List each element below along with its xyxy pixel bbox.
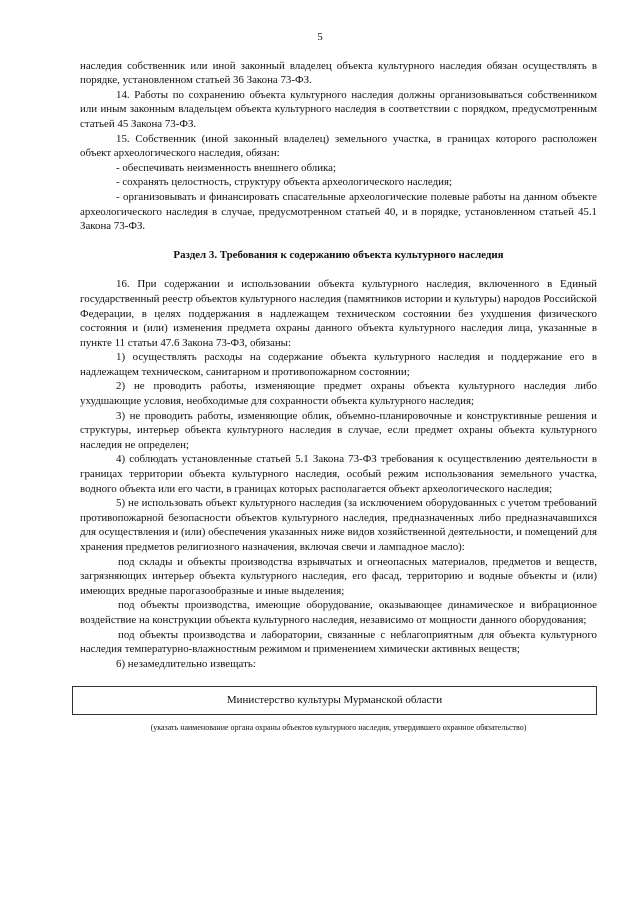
page-number: 5: [317, 31, 323, 43]
list-item: 6) незамедлительно извещать:: [116, 657, 256, 670]
list-item: - сохранять целостность, структуру объекта археологического наследия;: [116, 176, 453, 189]
section-heading: Раздел 3. Требования к содержанию объекта культурного наследия: [173, 248, 504, 261]
paragraphs-after: [80, 277, 597, 671]
list-item: 3) не проводить работы, изменяющие облик, объемно-планировочные и конструктивные решения и структуры, интерьер объекта культурного наследия в случае, если предмет охраны объекта культурного наследия не определен;: [80, 409, 597, 451]
paragraphs-before: [80, 59, 597, 234]
list-item: 5) не использовать объект культурного наследия (за исключением оборудованных с учетом требований противопожарной безопасности объектов культурного наследия, предназначенных либо предназначавшихся для осуществления и (или) обеспечения указанных ниже видов хозяйственной деятельности, и помещений для хранения предметов религиозного назначения, включая свечи и лампадное масло):: [80, 497, 597, 553]
authority-caption: (указать наименование органа охраны объектов культурного наследия, утвердившего охранное обязательство): [150, 723, 527, 733]
paragraph: 15. Собственник (иной законный владелец) земельного участка, в границах которого расположен объект археологического наследия, обязан:: [80, 132, 597, 160]
paragraph: наследия собственник или иной законный владелец объекта культурного наследия обязан осуществлять в порядке, установленном статьей 36 Закона 73-ФЗ.: [80, 59, 597, 87]
list-item: 2) не проводить работы, изменяющие предмет охраны объекта культурного наследия либо ухудшающие условия, необходимые для сохранности объекта культурного наследия;: [80, 380, 597, 408]
paragraph: 14. Работы по сохранению объекта культурного наследия должны организовываться собственником или иным законным владельцем объекта культурного наследия в соответствии с порядком, предусмотренным статьей 45 Закона 73-ФЗ.: [80, 88, 597, 130]
sub-item: под объекты производства, имеющие оборудование, оказывающее динамическое и вибрационное воздействие на конструкции объекта культурного наследия, независимо от мощности данного оборудования;: [80, 599, 597, 626]
list-item: 4) соблюдать установленные статьей 5.1 Закона 73-ФЗ требования к осуществлению деятельности в границах территории объекта культурного наследия, особый режим использования земельного участка, водного объекта или его части, в границах которых располагается объект археологического наследия;: [80, 453, 597, 495]
authority-name-box: Министерство культуры Мурманской области: [72, 686, 597, 715]
list-item: 1) осуществлять расходы на содержание объекта культурного наследия и поддержание его в надлежащем техническом, санитарном и противопожарном состоянии;: [80, 351, 597, 378]
sub-item: под объекты производства и лаборатории, связанные с неблагоприятным для объекта культурного наследия температурно-влажностным режимом и применением химически активных веществ;: [80, 628, 597, 656]
paragraph: 16. При содержании и использовании объекта культурного наследия, включенного в Единый государственный реестр объектов культурного наследия (памятников истории и культуры) народов Российской Федерации, в целях поддержания в надлежащем техническом состоянии без ухудшения физического состояния и (или) изменения предмета охраны данного объекта культурного наследия лица, указанные в пункте 11 статьи 47.6 Закона 73-ФЗ, обязаны:: [80, 278, 597, 349]
sub-item: под склады и объекты производства взрывчатых и огнеопасных материалов, предметов и веществ, загрязняющих интерьер объекта культурного наследия, его фасад, территорию и водные объекты и (или) имеющих вредные парогазообразные и иные выделения;: [80, 555, 597, 597]
list-item: - организовывать и финансировать спасательные археологические полевые работы на данном объекте археологического наследия в случае, предусмотренном статьей 40, и в порядке, установленном статьей 45.1 Закона 73-ФЗ.: [80, 190, 597, 233]
list-item: - обеспечивать неизменность внешнего облика;: [116, 161, 337, 174]
